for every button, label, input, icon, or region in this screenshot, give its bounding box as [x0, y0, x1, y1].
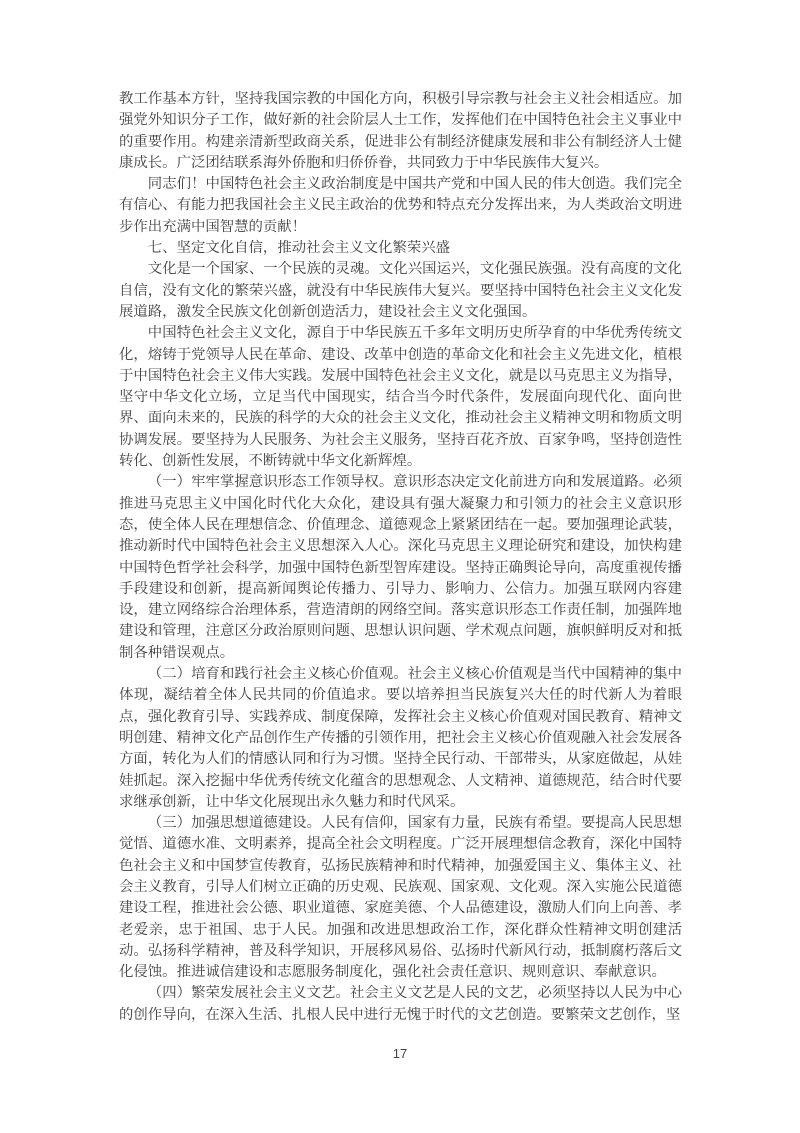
section-heading: 七、坚定文化自信，推动社会主义文化繁荣兴盛 — [147, 240, 451, 257]
paragraph-continuation: 教工作基本方针，坚持我国宗教的中国化方向，积极引导宗教与社会主义社会相适应。加强党外知识分子工作，做好新的社会阶层人士工作，发挥他们在中国特色社会主义事业中的重要作用。构建亲清新型政商关系，促进非公有制经济健康发展和非公有制经济人士健康成长。广泛团结联系海外侨胞和归侨侨眷，共同致力于中华民族伟大复兴。 — [119, 91, 682, 171]
paragraph: （一）牢牢掌握意识形态工作领导权。意识形态决定文化前进方向和发展道路。必须推进马克思主义中国化时代化大众化，建设具有强大凝聚力和引领力的社会主义意识形态，使全体人民在理想信念、价值理念、道德观念上紧紧团结在一起。要加强理论武装，推动新时代中国特色社会主义思想深入人心。深化马克思主义理论研究和建设，加快构建中国特色哲学社会科学，加强中国特色新型智库建设。坚持正确舆论导向，高度重视传播手段建设和创新，提高新闻舆论传播力、引导力、影响力、公信力。加强互联网内容建设，建立网络综合治理体系，营造清朗的网络空间。落实意识形态工作责任制，加强阵地建设和管理，注意区分政治原则问题、思想认识问题、学术观点问题，旗帜鲜明反对和抵制各种错误观点。 — [119, 474, 682, 661]
paragraph: （三）加强思想道德建设。人民有信仰，国家有力量，民族有希望。要提高人民思想觉悟、道德水准、文明素养，提高全社会文明程度。广泛开展理想信念教育，深化中国特色社会主义和中国梦宣传教育，弘扬民族精神和时代精神，加强爱国主义、集体主义、社会主义教育，引导人们树立正确的历史观、民族观、国家观、文化观。深入实施公民道德建设工程，推进社会公德、职业道德、家庭美德、个人品德建设，激励人们向上向善、孝老爱亲，忠于祖国、忠于人民。加强和改进思想政治工作，深化群众性精神文明创建活动。弘扬科学精神，普及科学知识，开展移风易俗、弘扬时代新风行动，抵制腐朽落后文化侵蚀。推进诚信建设和志愿服务制度化，强化社会责任意识、规则意识、奉献意识。 — [119, 815, 682, 981]
text-block — [119, 89, 682, 1026]
paragraph: （四）繁荣发展社会主义文艺。社会主义文艺是人民的文艺，必须坚持以人民为中心的创作导向，在深入生活、扎根人民中进行无愧于时代的文艺创造。要繁荣文艺创作，坚 — [119, 985, 682, 1023]
paragraph: 同志们！中国特色社会主义政治制度是中国共产党和中国人民的伟大创造。我们完全有信心、有能力把我国社会主义民主政治的优势和特点充分发挥出来，为人类政治文明进步作出充满中国智慧的贡献！ — [119, 176, 682, 235]
page-number: 17 — [392, 1046, 408, 1061]
paragraph: （二）培育和践行社会主义核心价值观。社会主义核心价值观是当代中国精神的集中体现，凝结着全体人民共同的价值追求。要以培养担当民族复兴大任的时代新人为着眼点，强化教育引导、实践养成、制度保障，发挥社会主义核心价值观对国民教育、精神文明创建、精神文化产品创作生产传播的引领作用，把社会主义核心价值观融入社会发展各方面，转化为人们的情感认同和行为习惯。坚持全民行动、干部带头，从家庭做起，从娃娃抓起。深入挖掘中华优秀传统文化蕴含的思想观念、人文精神、道德规范，结合时代要求继承创新，让中华文化展现出永久魅力和时代风采。 — [119, 666, 682, 810]
paragraph: 中国特色社会主义文化，源自于中华民族五千多年文明历史所孕育的中华优秀传统文化，熔铸于党领导人民在革命、建设、改革中创造的革命文化和社会主义先进文化，植根于中国特色社会主义伟大实践。发展中国特色社会主义文化，就是以马克思主义为指导，坚守中华文化立场，立足当代中国现实，结合当今时代条件，发展面向现代化、面向世界、面向未来的，民族的科学的大众的社会主义文化，推动社会主义精神文明和物质文明协调发展。要坚持为人民服务、为社会主义服务，坚持百花齐放、百家争鸣，坚持创造性转化、创新性发展，不断铸就中华文化新辉煌。 — [119, 325, 682, 470]
paragraph: 文化是一个国家、一个民族的灵魂。文化兴国运兴，文化强民族强。没有高度的文化自信，没有文化的繁荣兴盛，就没有中华民族伟大复兴。要坚持中国特色社会主义文化发展道路，激发全民族文化创新创造活力，建设社会主义文化强国。 — [119, 261, 682, 320]
